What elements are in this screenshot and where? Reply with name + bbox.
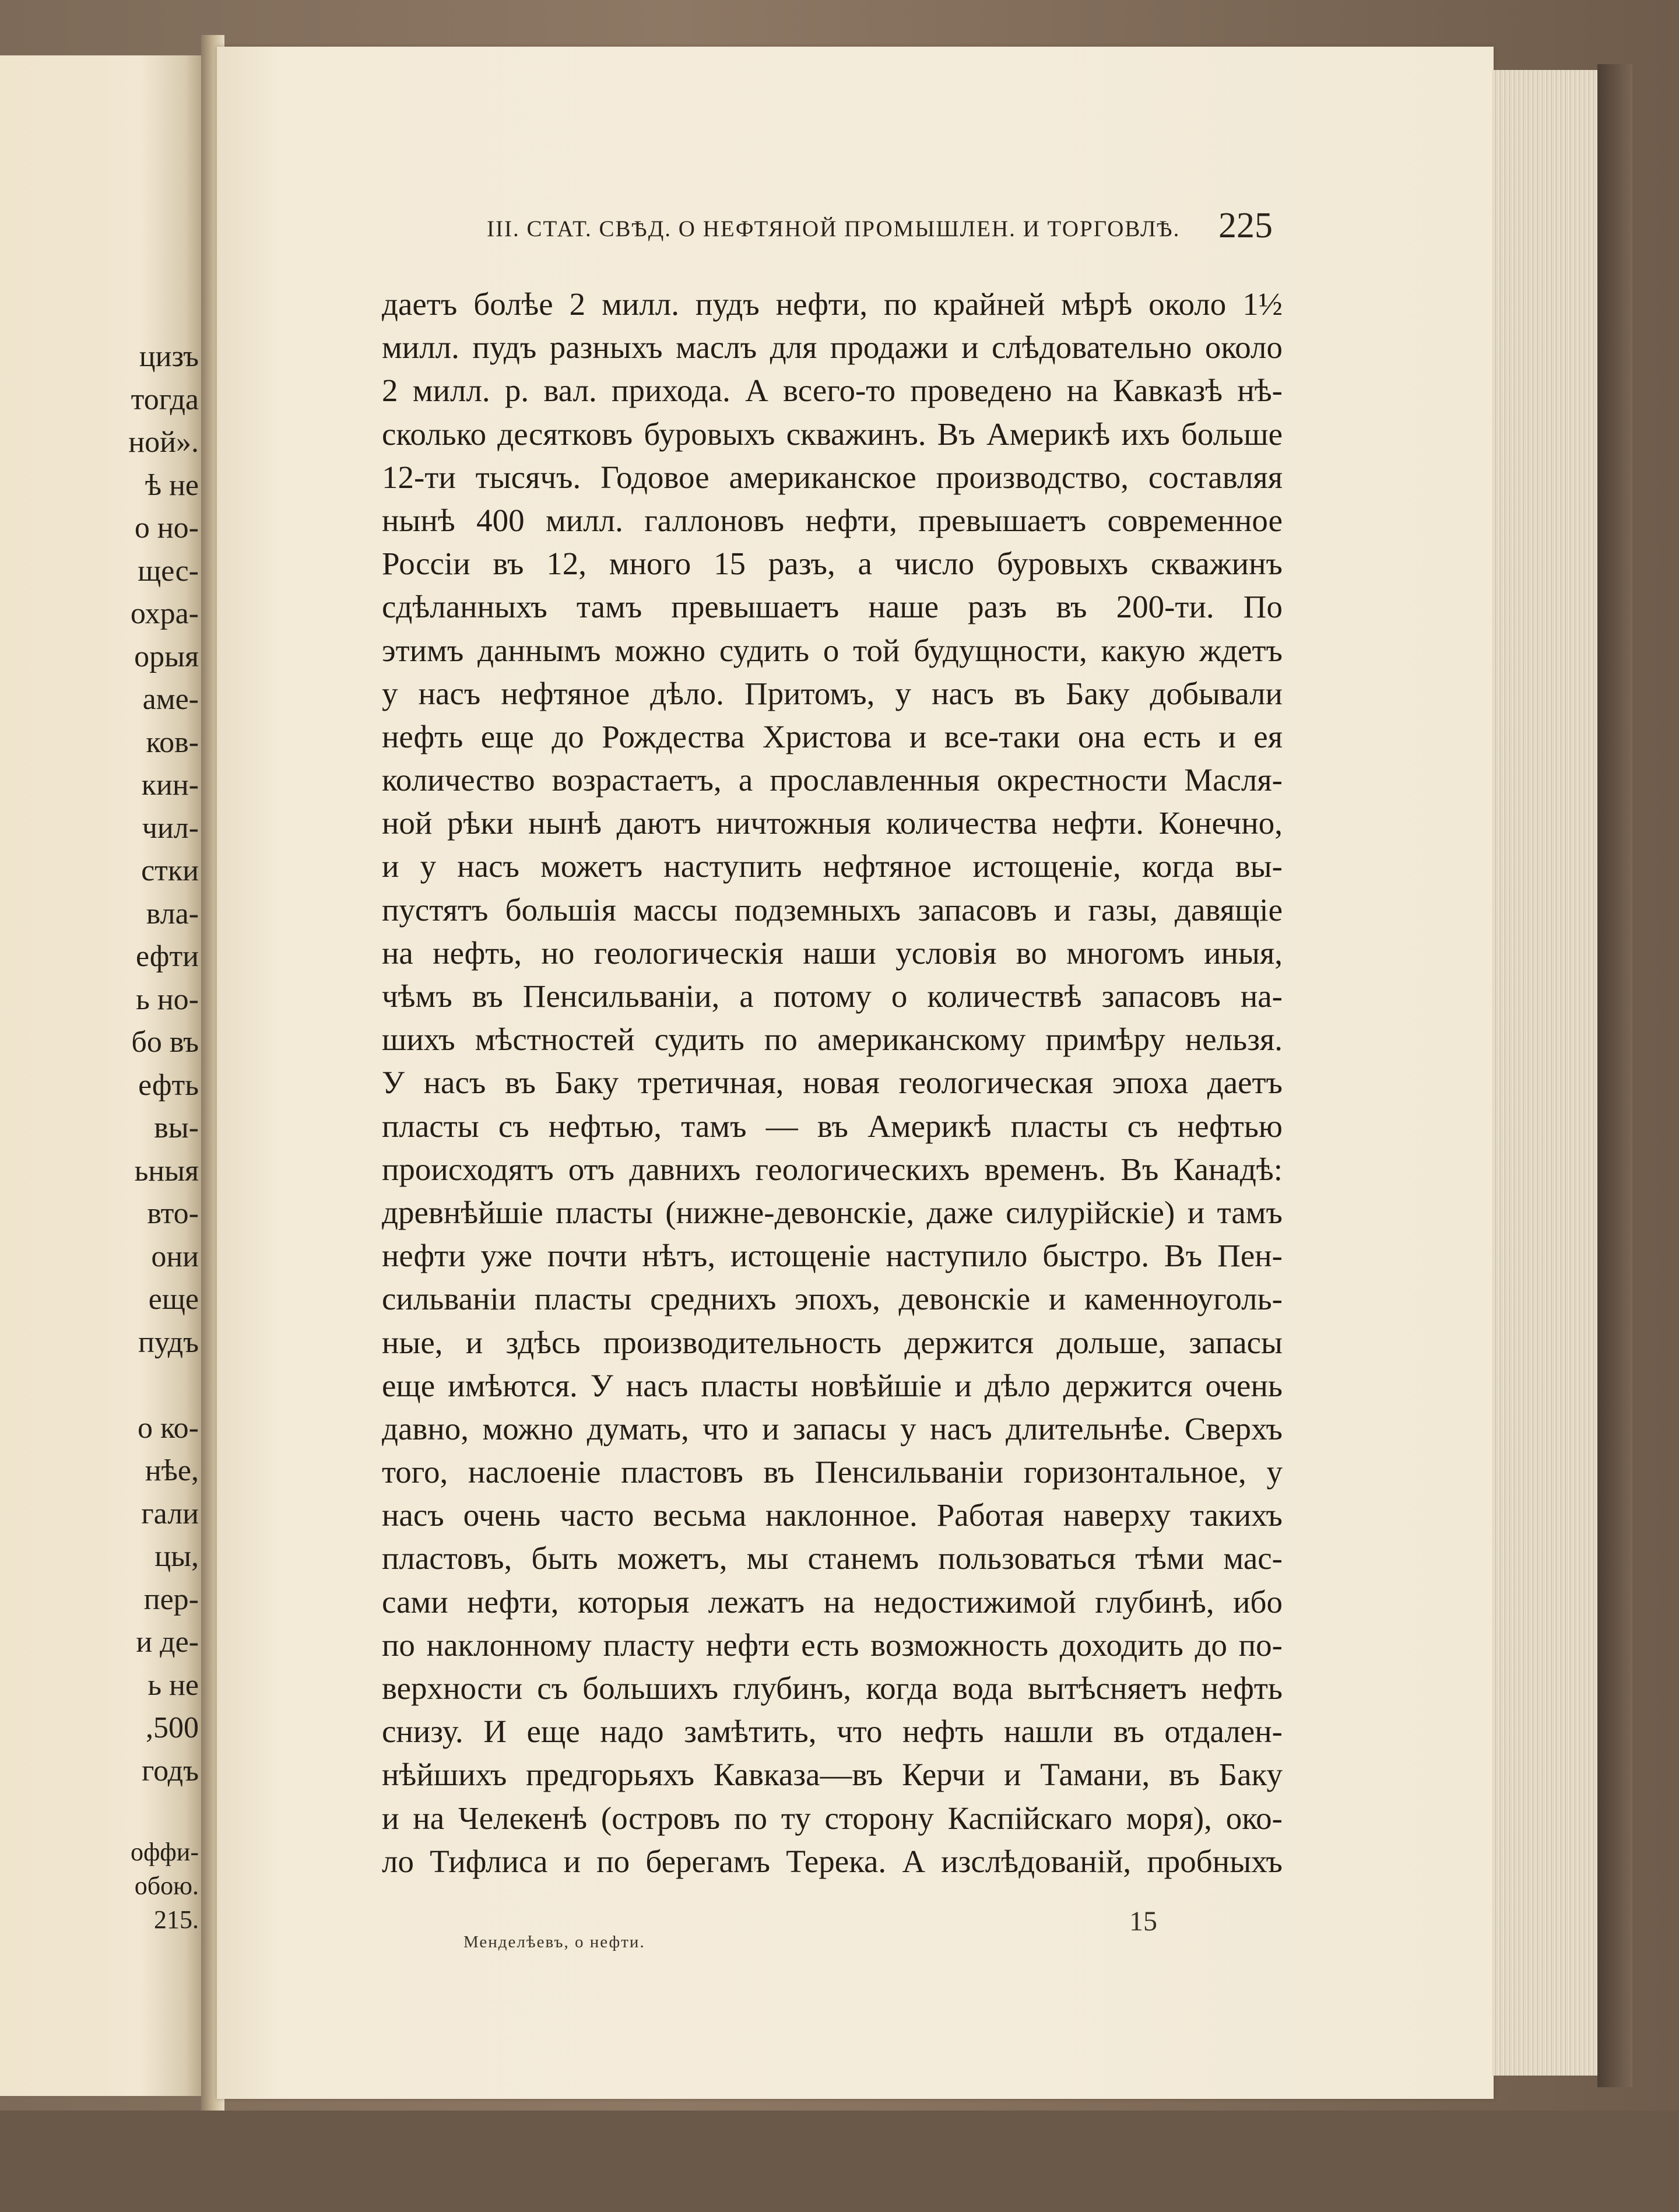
left-page-line: обою. (134, 1871, 199, 1900)
left-page-line: ефти (136, 940, 199, 973)
running-head: III. СТАТ. СВѢД. О НЕФТЯНОЙ ПРОМЫШЛЕН. И ТОРГОВЛѢ. (487, 216, 1181, 241)
body-line: нѣйшихъ предгорьяхъ Кавказа—въ Керчи и Тамани, въ Баку (382, 1757, 1283, 1793)
body-line: шихъ мѣстностей судить по американскому примѣру нельзя. (382, 1021, 1283, 1058)
cover-bottom-edge (0, 2111, 1679, 2212)
left-page-line: орыя (134, 640, 199, 673)
left-page-line: аме- (142, 683, 199, 716)
left-page-line: ной». (128, 426, 199, 459)
body-line: у насъ нефтяное дѣло. Притомъ, у насъ въ Баку добывали (382, 675, 1283, 711)
left-page-line: охра- (130, 597, 199, 630)
page-edges (1492, 70, 1600, 2076)
body-line: чѣмъ въ Пенсильванiи, а потому о количествѣ запасовъ на- (382, 978, 1283, 1014)
body-line: ло Тифлиса и по берегамъ Терека. А изслѣдованiй, пробныхъ (382, 1843, 1283, 1879)
body-line: давно, можно думать, что и запасы у насъ длительнѣе. Сверхъ (382, 1410, 1283, 1446)
cover-edge-shadow (1597, 64, 1632, 2087)
left-page-line: гали (141, 1497, 199, 1530)
body-line: происходятъ отъ давнихъ геологическихъ временъ. Въ Канадѣ: (382, 1151, 1283, 1187)
body-line: 2 милл. р. вал. прихода. А всего-то проведено на Кавказѣ нѣ- (382, 373, 1283, 409)
body-line: нефти уже почти нѣтъ, истощенiе наступило быстро. Въ Пен- (382, 1238, 1283, 1274)
body-line: и у насъ можетъ наступить нефтяное истощенiе, когда вы- (382, 848, 1283, 884)
body-line: пустятъ большiя массы подземныхъ запасовъ и газы, давящiе (382, 891, 1283, 928)
left-page-line: ь но- (136, 982, 199, 1016)
body-line: сдѣланныхъ тамъ превышаетъ наше разъ въ 200-ти. По (382, 589, 1283, 625)
body-line: У насъ въ Баку третичная, новая геологическая эпоха даетъ (382, 1065, 1283, 1101)
left-page-line: ,500 (146, 1711, 199, 1744)
left-page-line: о но- (134, 511, 199, 545)
left-page-line: пудъ (138, 1325, 199, 1359)
page-number: 225 (1218, 206, 1273, 245)
left-page-line: кин- (141, 768, 199, 802)
left-page-line: цизъ (139, 340, 199, 373)
body-line: 12-ти тысячъ. Годовое американское производство, составляя (382, 459, 1283, 495)
left-page-line: они (151, 1240, 199, 1273)
left-page-line: ефть (138, 1068, 199, 1102)
body-line: пластовъ, быть можетъ, мы станемъ пользоваться тѣми мас- (382, 1540, 1283, 1577)
left-page-line: 215. (154, 1905, 199, 1934)
body-line: верхности съ большихъ глубинъ, когда вода вытѣсняетъ нефть (382, 1670, 1283, 1706)
left-page-line: бо въ (131, 1026, 199, 1059)
left-page-line: ѣ не (145, 468, 199, 502)
left-page-line: вла- (146, 897, 199, 931)
body-line: насъ очень часто весьма наклонное. Работая наверху такихъ (382, 1497, 1283, 1533)
body-line: по наклонному пласту нефти есть возможность доходить до по- (382, 1627, 1283, 1663)
left-page-line: нѣе, (145, 1454, 199, 1487)
body-text (382, 283, 1283, 1883)
left-page-line: еще (148, 1283, 199, 1316)
body-line: сами нефти, которыя лежатъ на недостижимой глубинѣ, ибо (382, 1583, 1283, 1620)
left-page-line: ьныя (134, 1154, 199, 1188)
body-line: этимъ даннымъ можно судить о той будущности, какую ждетъ (382, 632, 1283, 668)
left-page-line: тогда (131, 382, 199, 416)
left-page-line: цы, (154, 1540, 199, 1573)
body-line: Россiи въ 12, много 15 разъ, а число буровыхъ скважинъ (382, 546, 1283, 582)
body-line: на нефть, но геологическiя наши условiя во многомъ иныя, (382, 935, 1283, 971)
left-page-text-fragments (0, 335, 201, 1937)
body-line: ные, и здѣсь производительность держится дольше, запасы (382, 1324, 1283, 1360)
left-page-line: о ко- (138, 1411, 199, 1445)
body-line: нефть еще до Рождества Христова и все-таки она есть и ея (382, 718, 1283, 754)
body-line: и на Челекенѣ (островъ по ту сторону Каспiйскаго моря), око- (382, 1800, 1283, 1836)
left-page-line: и де- (136, 1625, 199, 1659)
left-page (0, 55, 201, 2096)
footer-signature: Менделѣевъ, о нефти. (463, 1933, 645, 1951)
left-page-line: вто- (147, 1197, 199, 1230)
left-page-line: ков- (146, 725, 199, 759)
left-page-line: вы- (154, 1111, 199, 1144)
left-page-line: чил- (142, 811, 199, 845)
body-line: нынѣ 400 милл. галлоновъ нефти, превышаетъ современное (382, 502, 1283, 538)
sheet-number: 15 (1129, 1906, 1157, 1937)
body-line: снизу. И еще надо замѣтить, что нефть нашли въ отдален- (382, 1714, 1283, 1750)
body-line: того, наслоенiе пластовъ въ Пенсильванiи горизонтальное, у (382, 1454, 1283, 1490)
body-line: милл. пудъ разныхъ маслъ для продажи и слѣдовательно около (382, 329, 1283, 366)
body-line: ной рѣки нынѣ даютъ ничтожныя количества нефти. Конечно, (382, 805, 1283, 841)
left-page-line: пер- (143, 1582, 199, 1616)
body-line: пласты съ нефтью, тамъ — въ Америкѣ пласты съ нефтью (382, 1108, 1283, 1144)
body-line: еще имѣются. У насъ пласты новѣйшiе и дѣло держится очень (382, 1367, 1283, 1403)
left-page-line: стки (141, 854, 199, 887)
body-line: даетъ болѣе 2 милл. пудъ нефти, по крайней мѣрѣ около 1½ (382, 286, 1283, 322)
left-page-line: оффи- (131, 1837, 199, 1866)
left-page-line (0, 1792, 201, 1835)
body-line: сколько десятковъ буровыхъ скважинъ. Въ Америкѣ ихъ больше (382, 416, 1283, 452)
left-page-line: щес- (138, 554, 199, 588)
body-line: количество возрастаетъ, а прославленныя окрестности Масля- (382, 762, 1283, 798)
left-page-line: ь не (147, 1668, 199, 1702)
left-page-line: годъ (142, 1754, 199, 1788)
left-page-line (0, 1364, 201, 1407)
body-line: древнѣйшiе пласты (нижне-девонскiе, даже силурiйскiе) и тамъ (382, 1194, 1283, 1230)
body-line: сильванiи пласты среднихъ эпохъ, девонскiе и каменноуголь- (382, 1281, 1283, 1317)
